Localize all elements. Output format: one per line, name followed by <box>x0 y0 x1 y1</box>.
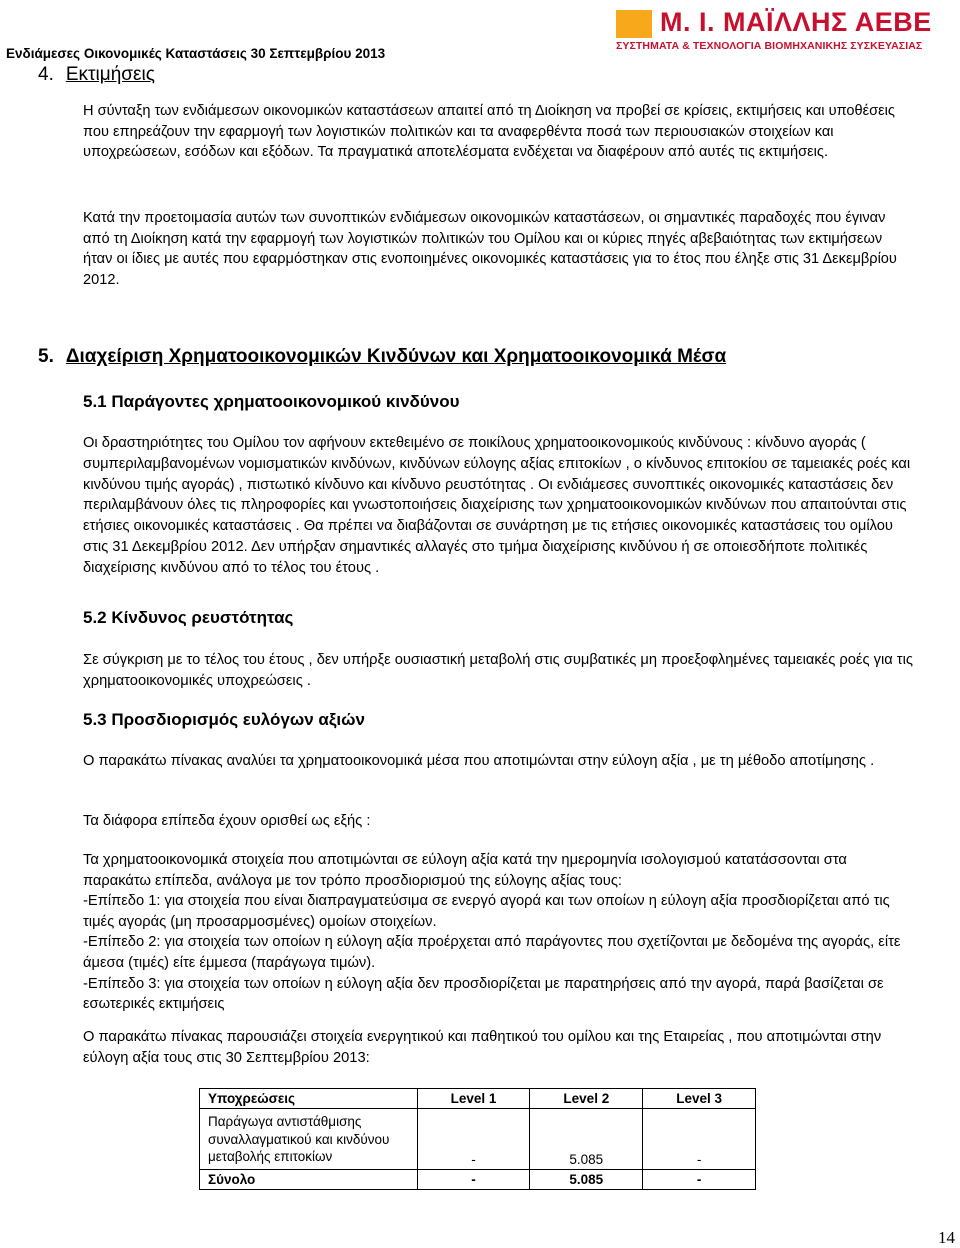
financial-risk-factors-text: Οι δραστηριότητες του Ομίλου τον αφήνουν εκτεθειμένο σε ποικίλους χρηματοοικονομικούς κινδύνους : κίνδυνο αγοράς ( συμπεριλαμβανομένων νομισματικών κινδύνων, κινδύνων εύλογης αξίας επιτοκίων , ο κίνδυνος επιτοκίου σε ταμειακές ροές και κινδύνου τιμής αγοράς) , πιστωτικό κίνδυνο και κίνδυνο ρευστότητας . Οι ενδιάμεσες συνοπτικές οικονομικές καταστάσεις δεν περιλαμβάνουν όλες τις πληροφορίες και γνωστοποιήσεις διαχείρισης των χρηματοοικονομικών κινδύνων που απαιτούνται στις ετήσιες οικονομικές καταστάσεις . Θα πρέπει να διαβάζονται σε συνάρτηση με τις ετήσιες οικονομικές καταστάσεις του ομίλου στις 31 Δεκεμβρίου 2012. Δεν υπήρξαν σημαντικές αλλαγές στο τμήμα διαχείρισης κινδύνου ή σε οποιεσδήποτε πολιτικές διαχείρισης κινδύνου από το τέλος του έτους . <box>83 435 911 576</box>
level-2-definition: -Επίπεδο 2: για στοιχεία των οποίων η εύλογη αξία προέρχεται από παράγοντες που σχετίζονται με δεδομένα της αγοράς, είτε άμεσα (τιμές) είτε έμμεσα (παράγωγα τιμών). <box>83 934 901 971</box>
logo-company-name: Μ. Ι. ΜΑΪΛΛΗΣ ΑΕΒΕ <box>660 7 932 37</box>
section-5-title: Διαχείριση Χρηματοοικονομικών Κινδύνων και Χρηματοοικονομικά Μέσα <box>65 346 727 367</box>
fair-value-classification-text: Τα χρηματοοικονομικά στοιχεία που αποτιμώνται σε εύλογη αξία κατά την ημερομηνία ισολογισμού κατατάσσονται στα παρακάτω επίπεδα, ανάλογα με τον τρόπο προσδιορισμού της εύλογης αξίας τους: <box>83 852 847 889</box>
row-level-1-value: - <box>417 1109 530 1170</box>
estimates-paragraph-2: Κατά την προετοιμασία αυτών των συνοπτικών ενδιάμεσων οικονομικών καταστάσεων, οι σημαντικές παραδοχές που έγιναν από τη Διοίκηση κατά την εφαρμογή των λογιστικών πολιτικών του Ομίλου και οι κύριες πηγές αβεβαιότητας των εκτιμήσεων ήταν οι ίδιες με αυτές που εφαρμόστηκαν στις ενοποιημένες οικονομικές καταστάσεις για το έτος που έληξε στις 31 Δεκεμβρίου 2012. <box>83 210 897 288</box>
level-1-definition: -Επίπεδο 1: για στοιχεία που είναι διαπραγματεύσιμα σε ενεργό αγορά και των οποίων η εύλογη αξία προσδιορίζεται από τις τιμές αγοράς (μη προσαρμοσμένες) ομοίων στοιχείων. <box>83 893 890 930</box>
row-label: Παράγωγα αντιστάθμισης συναλλαγματικού και κινδύνου μεταβολής επιτοκίων <box>200 1109 418 1170</box>
total-level-2: 5.085 <box>530 1169 643 1189</box>
subsection-5-2-title: 5.2 Κίνδυνος ρευστότητας <box>83 608 294 627</box>
subsection-5-3-title: 5.3 Προσδιορισμός ευλόγων αξιών <box>83 710 365 729</box>
fair-value-table <box>199 1088 756 1190</box>
total-label: Σύνολο <box>200 1169 418 1189</box>
logo-tagline: ΣΥΣΤΗΜΑΤΑ & ΤΕΧΝΟΛΟΓΙΑ ΒΙΟΜΗΧΑΝΙΚΗΣ ΣΥΣΚΕΥΑΣΙΑΣ <box>616 40 923 52</box>
section-4-title: Εκτιμήσεις <box>65 64 155 85</box>
logo-square-icon <box>616 10 652 38</box>
levels-defined-text: Τα διάφορα επίπεδα έχουν ορισθεί ως εξής : <box>83 813 371 829</box>
row-level-3-value: - <box>643 1109 756 1170</box>
header-level-1: Level 1 <box>417 1089 530 1109</box>
subsection-5-1-title: 5.1 Παράγοντες χρηματοοικονομικού κινδύνου <box>83 392 460 411</box>
company-logo <box>616 6 954 52</box>
section-5-number: 5. <box>38 346 54 367</box>
section-4-heading <box>38 64 155 86</box>
fair-value-intro-text: Ο παρακάτω πίνακας αναλύει τα χρηματοοικονομικά μέσα που αποτιμώνται στην εύλογη αξία , με τη μέθοδο αποτίμησης . <box>83 753 875 769</box>
table-header-row <box>200 1089 756 1109</box>
total-level-3: - <box>643 1169 756 1189</box>
fair-value-levels-block <box>83 850 913 1015</box>
table-total-row <box>200 1169 756 1189</box>
running-header: Ενδιάμεσες Οικονομικές Καταστάσεις 30 Σεπτεμβρίου 2013 <box>6 46 386 61</box>
fair-value-table-intro: Ο παρακάτω πίνακας παρουσιάζει στοιχεία ενεργητικού και παθητικού του ομίλου και της Εταιρείας , που αποτιμώνται στην εύλογη αξία τους στις 30 Σεπτεμβρίου 2013: <box>83 1029 882 1066</box>
header-liabilities: Υποχρεώσεις <box>200 1089 418 1109</box>
section-5-heading <box>38 346 726 368</box>
table-row <box>200 1109 756 1170</box>
section-4-number: 4. <box>38 64 54 85</box>
estimates-paragraph-1: Η σύνταξη των ενδιάμεσων οικονομικών καταστάσεων απαιτεί από τη Διοίκηση να προβεί σε κρίσεις, εκτιμήσεις και υποθέσεις που επηρεάζουν την εφαρμογή των λογιστικών πολιτικών και τα αναφερθέντα ποσά των περιουσιακών στοιχείων και υποχρεώσεων, εσόδων και εξόδων. Τα πραγματικά αποτελέσματα ενδέχεται να διαφέρουν από αυτές τις εκτιμήσεις. <box>83 103 895 161</box>
row-level-2-value: 5.085 <box>530 1109 643 1170</box>
page-number: 14 <box>938 1228 955 1247</box>
header-level-2: Level 2 <box>530 1089 643 1109</box>
header-level-3: Level 3 <box>643 1089 756 1109</box>
total-level-1: - <box>417 1169 530 1189</box>
liquidity-risk-text: Σε σύγκριση με το τέλος του έτους , δεν υπήρξε ουσιαστική μεταβολή στις συμβατικές μη προεξοφλημένες ταμειακές ροές για τις χρηματοοικονομικές υποχρεώσεις . <box>83 652 913 689</box>
level-3-definition: -Επίπεδο 3: για στοιχεία των οποίων η εύλογη αξία δεν προσδιορίζεται με παρατηρήσεις από την αγορά, παρά βασίζεται σε εσωτερικές εκτιμήσεις <box>83 975 884 1013</box>
